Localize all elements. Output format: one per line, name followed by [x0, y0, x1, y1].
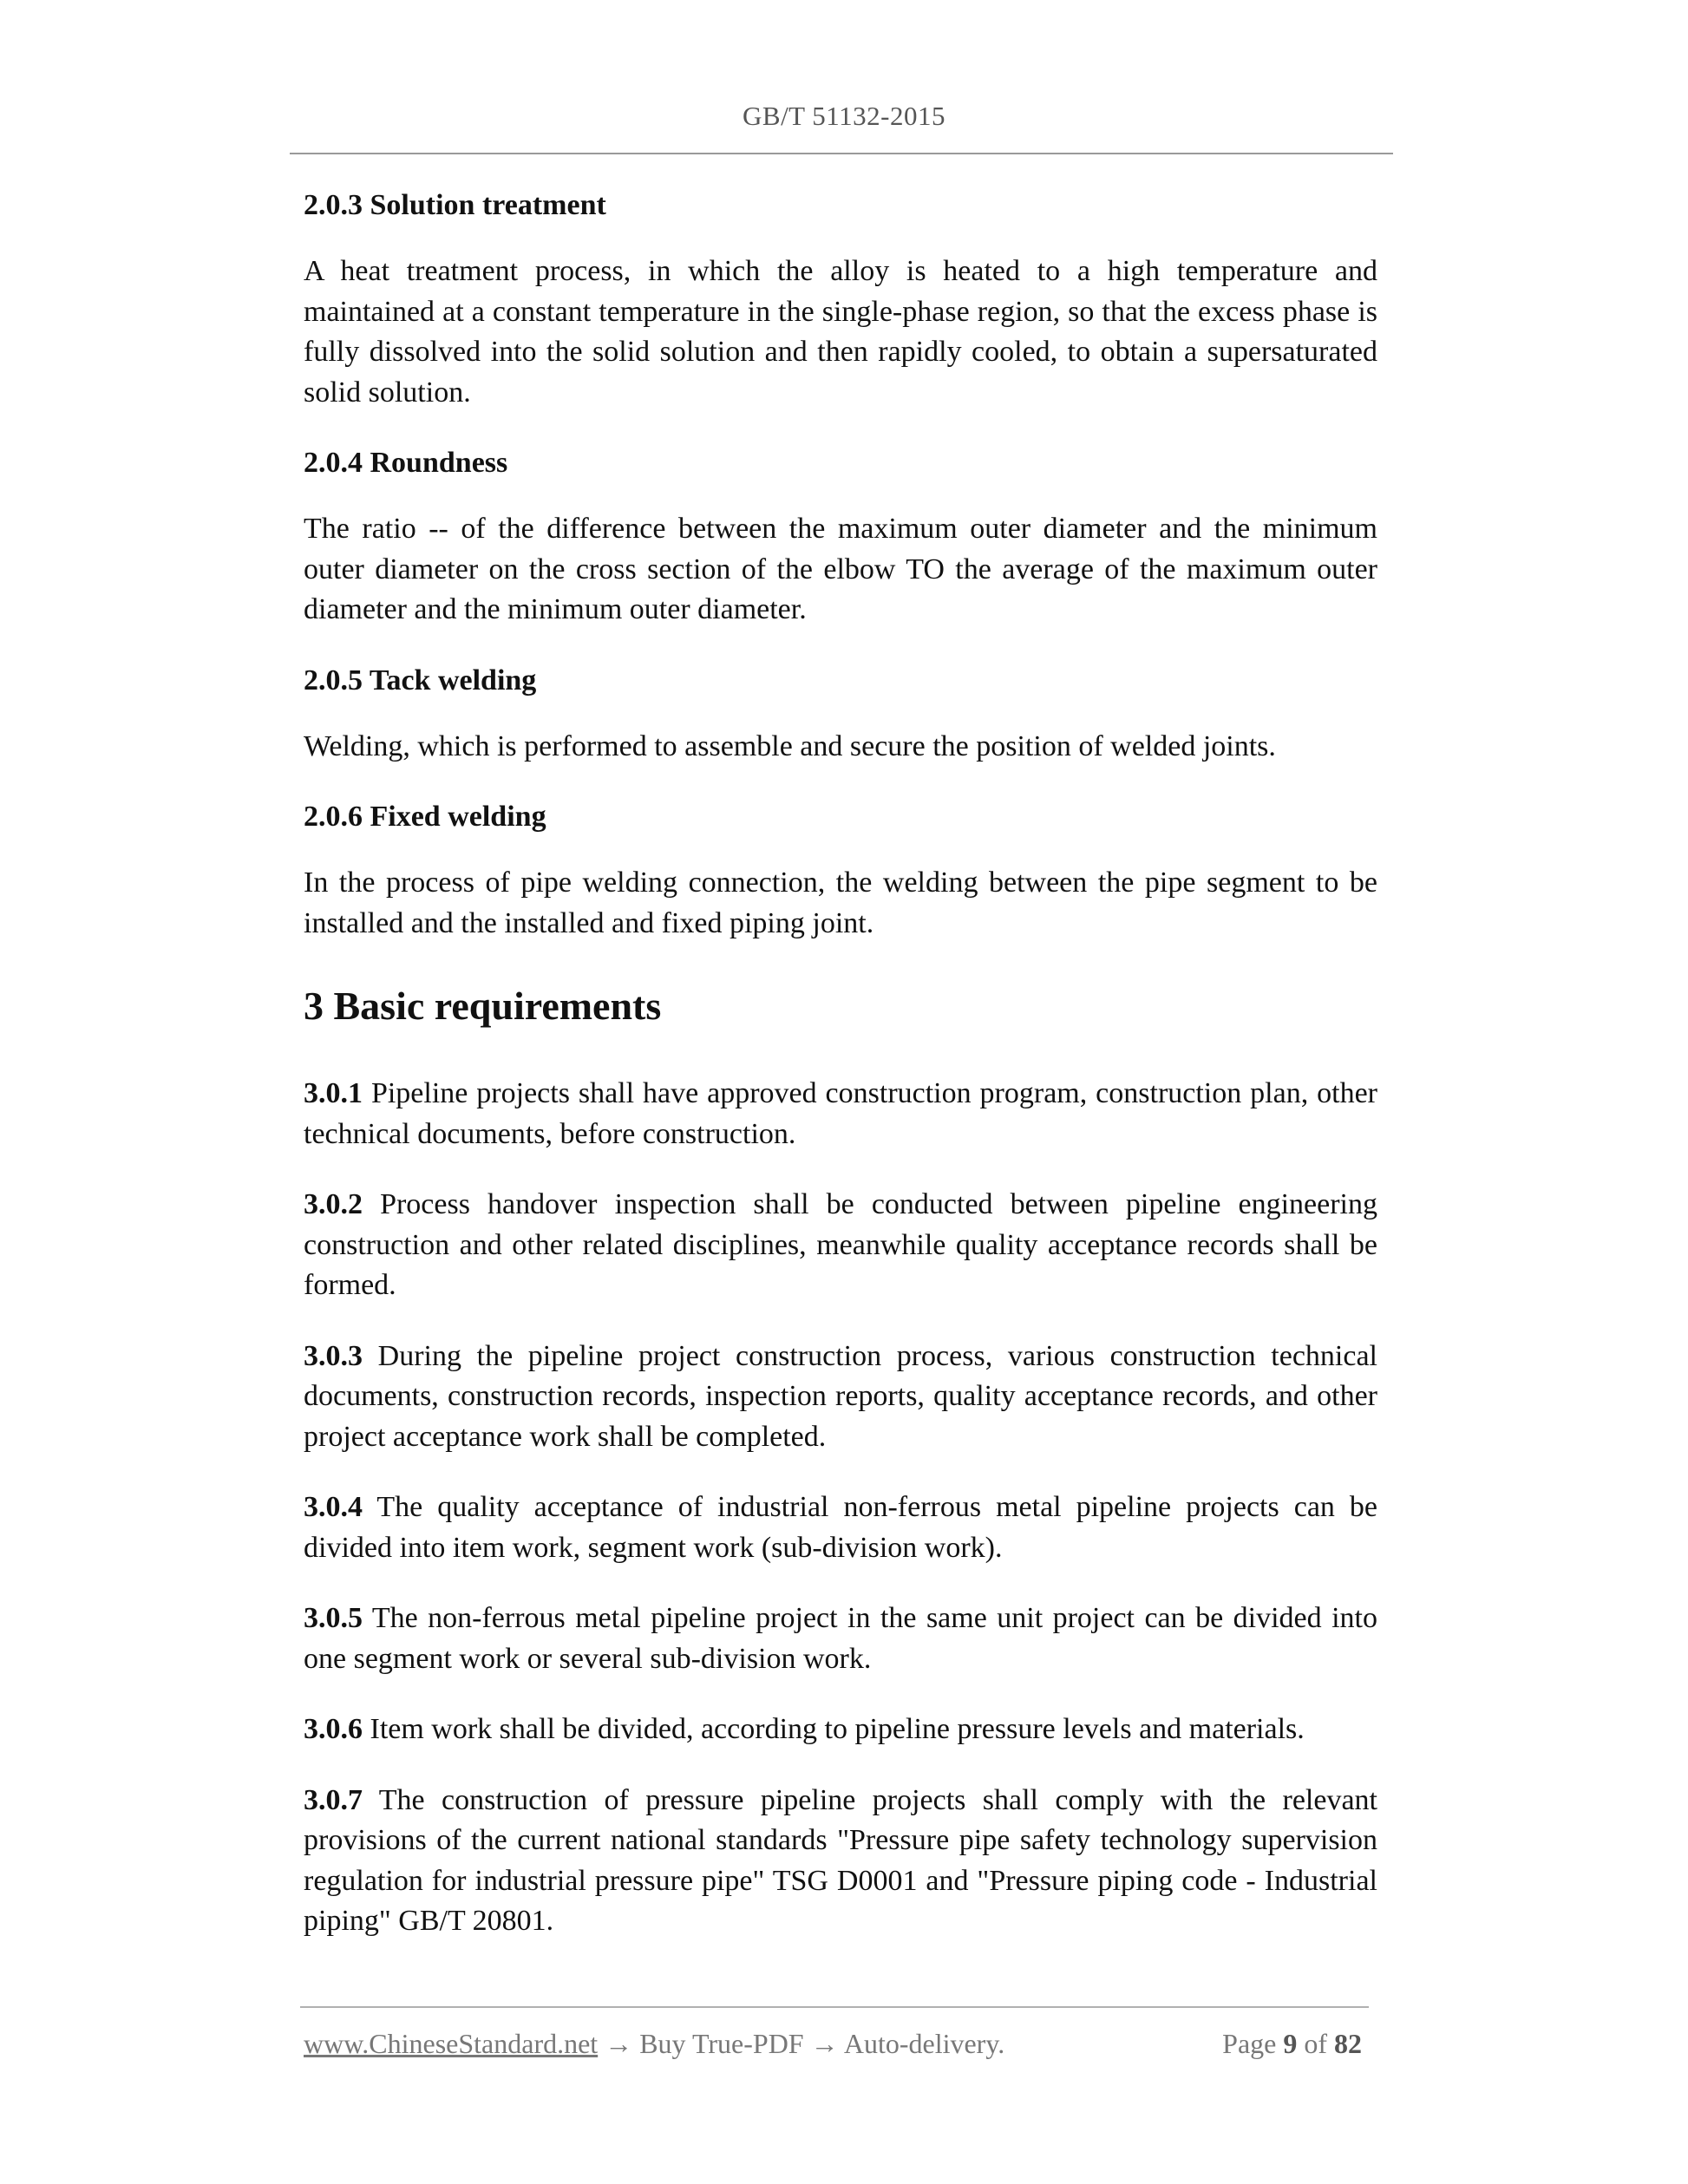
- footer-divider: [300, 2006, 1369, 2008]
- clause-number: 3.0.7: [304, 1783, 363, 1816]
- clause-text: The construction of pressure pipeline projects shall comply with the relevant provisions of the current national standards "Pressure pipe safety technology supervision regulation for industrial pressure pipe" TSG D0001 and "Pressure piping code - Industrial piping" GB/T 20801.: [304, 1783, 1377, 1937]
- clause-number: 3.0.2: [304, 1188, 363, 1220]
- section-heading-solution-treatment: 2.0.3 Solution treatment: [304, 189, 606, 221]
- clause-text: Process handover inspection shall be conducted between pipeline engineering construction and other related disciplines, meanwhile quality acceptance records shall be formed.: [304, 1188, 1377, 1301]
- promo-text: → Buy True-PDF → Auto-delivery.: [598, 2028, 1005, 2059]
- clause-text: The quality acceptance of industrial non-ferrous metal pipeline projects can be divided into item work, segment work (sub-division work).: [304, 1491, 1377, 1564]
- clause-3-0-7: [304, 1781, 1377, 1942]
- section-text-roundness: The ratio -- of the difference between the maximum outer diameter and the minimum outer diameter on the cross section of the elbow TO the average of the maximum outer diameter and the minimum outer diameter.: [304, 513, 1377, 625]
- clause-text: Item work shall be divided, according to pipeline pressure levels and materials.: [370, 1713, 1305, 1745]
- clause-number: 3.0.1: [304, 1077, 363, 1109]
- clause-number: 3.0.5: [304, 1602, 363, 1634]
- total-pages-number: 82: [1334, 2028, 1362, 2059]
- clause-text: Pipeline projects shall have approved construction program, construction plan, other technical documents, before construction.: [304, 1077, 1378, 1150]
- header-divider: [290, 153, 1393, 154]
- site-link[interactable]: www.ChineseStandard.net: [304, 2028, 599, 2059]
- clause-number: 3.0.6: [304, 1713, 363, 1745]
- section-text-fixed-welding: In the process of pipe welding connection, the welding between the pipe segment to be installed and the installed and fixed piping joint.: [304, 866, 1377, 939]
- page-indicator: [1222, 2028, 1362, 2060]
- section-heading-fixed-welding: 2.0.6 Fixed welding: [304, 801, 546, 833]
- clause-number: 3.0.3: [304, 1339, 363, 1372]
- clause-3-0-6: [304, 1710, 1377, 1750]
- clause-3-0-2: [304, 1185, 1377, 1306]
- of-label: of: [1304, 2028, 1327, 2059]
- clause-text: The non-ferrous metal pipeline project in the same unit project can be divided into one segment work or several sub-division work.: [304, 1602, 1377, 1675]
- section-text-tack-welding: Welding, which is performed to assemble and secure the position of welded joints.: [304, 729, 1276, 762]
- document-header: GB/T 51132-2015: [743, 101, 945, 131]
- current-page-number: 9: [1283, 2028, 1298, 2059]
- clause-3-0-1: [304, 1074, 1377, 1154]
- section-text-solution-treatment: A heat treatment process, in which the alloy is heated to a high temperature and maintained at a constant temperature in the single-phase region, so that the excess phase is fully dissolved into the solid solution and then rapidly cooled, to obtain a supersaturated solid solution.: [304, 255, 1377, 409]
- section-heading-roundness: 2.0.4 Roundness: [304, 447, 508, 479]
- page-label: Page: [1222, 2028, 1277, 2059]
- document-body: [304, 186, 1377, 1972]
- footer-promo: [304, 2028, 1004, 2060]
- chapter-title: 3 Basic requirements: [304, 984, 662, 1028]
- clause-text: During the pipeline project construction process, various construction technical documents, construction records, inspection reports, quality acceptance records, and other project acceptance work shall be completed.: [304, 1339, 1378, 1453]
- clause-3-0-5: [304, 1599, 1377, 1679]
- section-heading-tack-welding: 2.0.5 Tack welding: [304, 664, 537, 696]
- clause-number: 3.0.4: [304, 1491, 363, 1523]
- clause-3-0-3: [304, 1337, 1377, 1458]
- clause-3-0-4: [304, 1488, 1377, 1568]
